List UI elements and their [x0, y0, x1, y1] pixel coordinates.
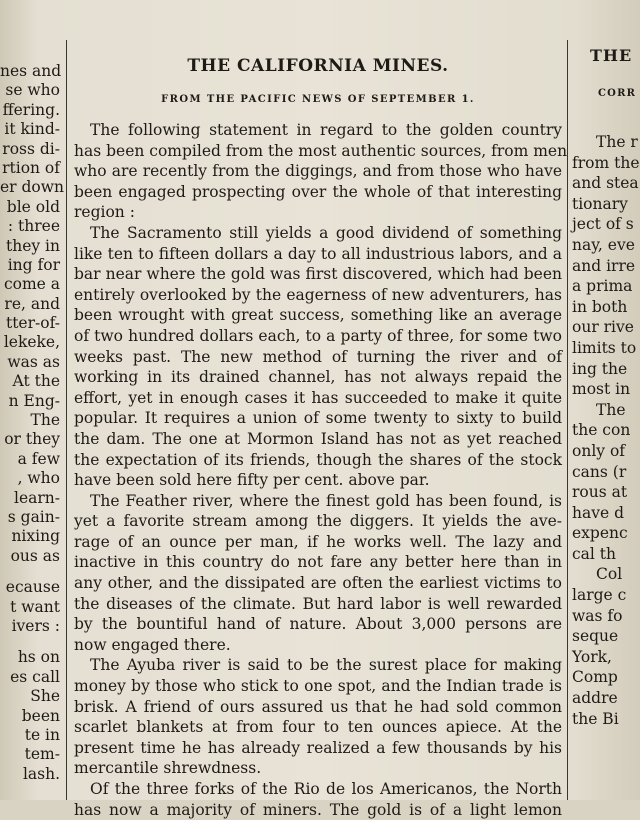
right-column-line: cans (r: [572, 462, 627, 481]
column-rule-left: [66, 40, 67, 800]
article-line: has now a majority of miners. The gold is of a light lemon: [74, 800, 562, 819]
left-column-line: it kind-: [4, 120, 60, 139]
left-column-line: se who: [5, 81, 60, 100]
right-column-line: and irre: [572, 256, 636, 275]
right-column-line: ject of s: [572, 215, 634, 234]
article-line: working in its drained channel, has not always repaid the: [74, 368, 562, 387]
article-line: brisk. A friend of ours assured us that he had sold common: [74, 697, 562, 716]
left-column-line: learn-: [13, 488, 60, 507]
right-column-line: expenc: [572, 524, 628, 543]
left-column-line: ivers :: [11, 616, 60, 635]
left-column-line: come a: [3, 275, 60, 294]
left-column-line: lekeke,: [3, 333, 60, 352]
article-line: scarlet blankets at from four to ten ounces apiece. At the: [74, 718, 562, 737]
right-column-line: most in: [572, 380, 631, 399]
right-column-body: [572, 132, 640, 729]
left-column-line: nes and: [0, 62, 62, 80]
column-gap: [0, 566, 62, 578]
right-column-line: only of: [572, 441, 626, 460]
column-gap: [0, 636, 62, 648]
article-line: region :: [74, 203, 135, 222]
article-line: The Ayuba river is said to be the surest place for making: [90, 656, 562, 675]
article-line: of two hundred dollars each, to a party of three, for some two: [74, 326, 562, 345]
right-column-line: nay, eve: [572, 235, 635, 254]
article-line: been wrought with great success, something like an average: [74, 306, 562, 325]
left-column-line: was as: [7, 352, 60, 371]
left-column-line: tem-: [24, 745, 60, 764]
article-line: the diseases of the climate. But hard labor is well rewarded: [74, 594, 562, 613]
left-column-line: hs on: [17, 648, 60, 667]
left-column-line: or they: [4, 430, 60, 449]
left-column-line: a few: [17, 449, 60, 468]
article-line: inactive in this country do not fare any better here than in: [74, 553, 562, 572]
left-column-line: es call: [10, 667, 60, 686]
left-column-line: ecause: [5, 578, 60, 597]
left-column-line: The: [30, 411, 60, 430]
right-column-heading: THE: [590, 46, 633, 65]
article-line: The following statement in regard to the golden country: [90, 121, 562, 139]
article-body: [74, 120, 568, 820]
left-column-line: t want: [10, 597, 60, 616]
column-rule-right: [567, 40, 568, 800]
left-column-line: er down: [0, 178, 65, 197]
right-column-line: large c: [572, 586, 627, 605]
left-column-line: been: [21, 706, 60, 725]
article-line: any other, and the dissipated are often the earliest victims to: [74, 574, 562, 593]
right-column-line: The: [596, 400, 626, 419]
article-line: Of the three forks of the Rio de los Americanos, the North: [90, 780, 562, 798]
article-line: popular. It requires a union of some twenty to sixty to build: [74, 409, 562, 428]
article-line: mercantile shrewdness.: [74, 759, 262, 778]
right-column-line: our rive: [572, 318, 634, 337]
right-column-line: rous at: [572, 483, 628, 502]
article-line: money by those who stick to one spot, and the Indian trade is: [74, 677, 562, 696]
article-line: has been compiled from the most authentic sources, from men: [74, 141, 568, 160]
article-line: bar near where the gold was first discovered, which had been: [74, 265, 562, 284]
article-line: present time he has already realized a few thousands by his: [74, 738, 562, 757]
article-line: been engaged prospecting over the whole of that interesting: [74, 182, 562, 201]
left-column-line: n Eng-: [8, 391, 60, 410]
right-column-line: ing the: [572, 359, 628, 378]
left-column-line: , who: [17, 469, 60, 488]
left-column-line: ross di-: [2, 139, 60, 158]
left-column-line: they in: [5, 236, 60, 255]
left-column-line: te in: [24, 725, 60, 744]
article-line: now engaged there.: [74, 635, 231, 654]
left-column: [0, 62, 65, 784]
right-column-line: was fo: [572, 606, 623, 625]
right-column-line: The r: [596, 133, 638, 151]
right-column-line: have d: [572, 503, 625, 522]
article-line: have been sold here fifty per cent. above par.: [74, 471, 430, 490]
left-column-line: ffering.: [2, 100, 60, 119]
right-column-line: a prima: [572, 277, 633, 296]
left-column-line: re, and: [4, 294, 60, 313]
right-column-line: Comp: [572, 668, 618, 687]
right-column-line: Col: [596, 565, 623, 584]
article-line: the dam. The one at Mormon Island has not as yet reached: [74, 429, 562, 448]
article-line: The Feather river, where the finest gold has been found, is: [90, 491, 562, 510]
article-line: rage of an ounce per man, if he works well. The lazy and: [74, 532, 562, 551]
right-column-line: and stea: [572, 174, 639, 193]
article-line: the expectation of its friends, though the shares of the stock: [74, 450, 562, 469]
article-line: by the bountiful hand of nature. About 3,000 persons are: [74, 615, 562, 634]
left-column-line: : three: [7, 217, 60, 236]
right-column-line: York,: [572, 647, 612, 666]
article-line: The Sacramento still yields a good dividend of something: [90, 223, 562, 242]
left-column-line: At the: [12, 372, 60, 391]
right-column-line: from the: [572, 153, 640, 172]
article-line: effort, yet in enough cases it has succeeded to make it quite: [74, 388, 562, 407]
left-column-line: s gain-: [7, 507, 60, 526]
article-headline: THE CALIFORNIA MINES.: [187, 56, 449, 76]
article-line: weeks past. The new method of turning the river and of: [74, 347, 562, 366]
left-column-line: ing for: [7, 255, 60, 274]
left-column-line: lash.: [22, 764, 60, 783]
article-line: entirely overlooked by the eagerness of new adventurers, has: [74, 285, 562, 304]
right-column-line: limits to: [572, 338, 637, 357]
article-line: like ten to fifteen dollars a day to all industrious labors, and a: [74, 244, 562, 263]
right-column-line: tionary: [572, 194, 628, 213]
left-column-line: rtion of: [2, 158, 60, 177]
left-column-line: tter-of-: [5, 314, 60, 333]
left-column-line: ous as: [10, 546, 60, 565]
left-column-line: She: [30, 687, 60, 706]
right-column-line: the Bi: [572, 709, 619, 728]
right-column-subheading: CORR: [598, 88, 637, 99]
article-line: who are recently from the diggings, and from those who have: [74, 162, 562, 181]
right-column-line: seque: [572, 627, 619, 646]
right-column-line: the con: [572, 421, 631, 440]
article-line: yet a favorite stream among the diggers. It yields the ave-: [74, 512, 562, 531]
right-column-line: addre: [572, 689, 618, 708]
left-column-line: nixing: [11, 527, 60, 546]
right-column-line: cal th: [572, 544, 617, 563]
right-column-line: in both: [572, 297, 628, 316]
article-dateline: FROM THE PACIFIC NEWS OF SEPTEMBER 1.: [161, 94, 475, 105]
left-column-line: ble old: [6, 197, 60, 216]
